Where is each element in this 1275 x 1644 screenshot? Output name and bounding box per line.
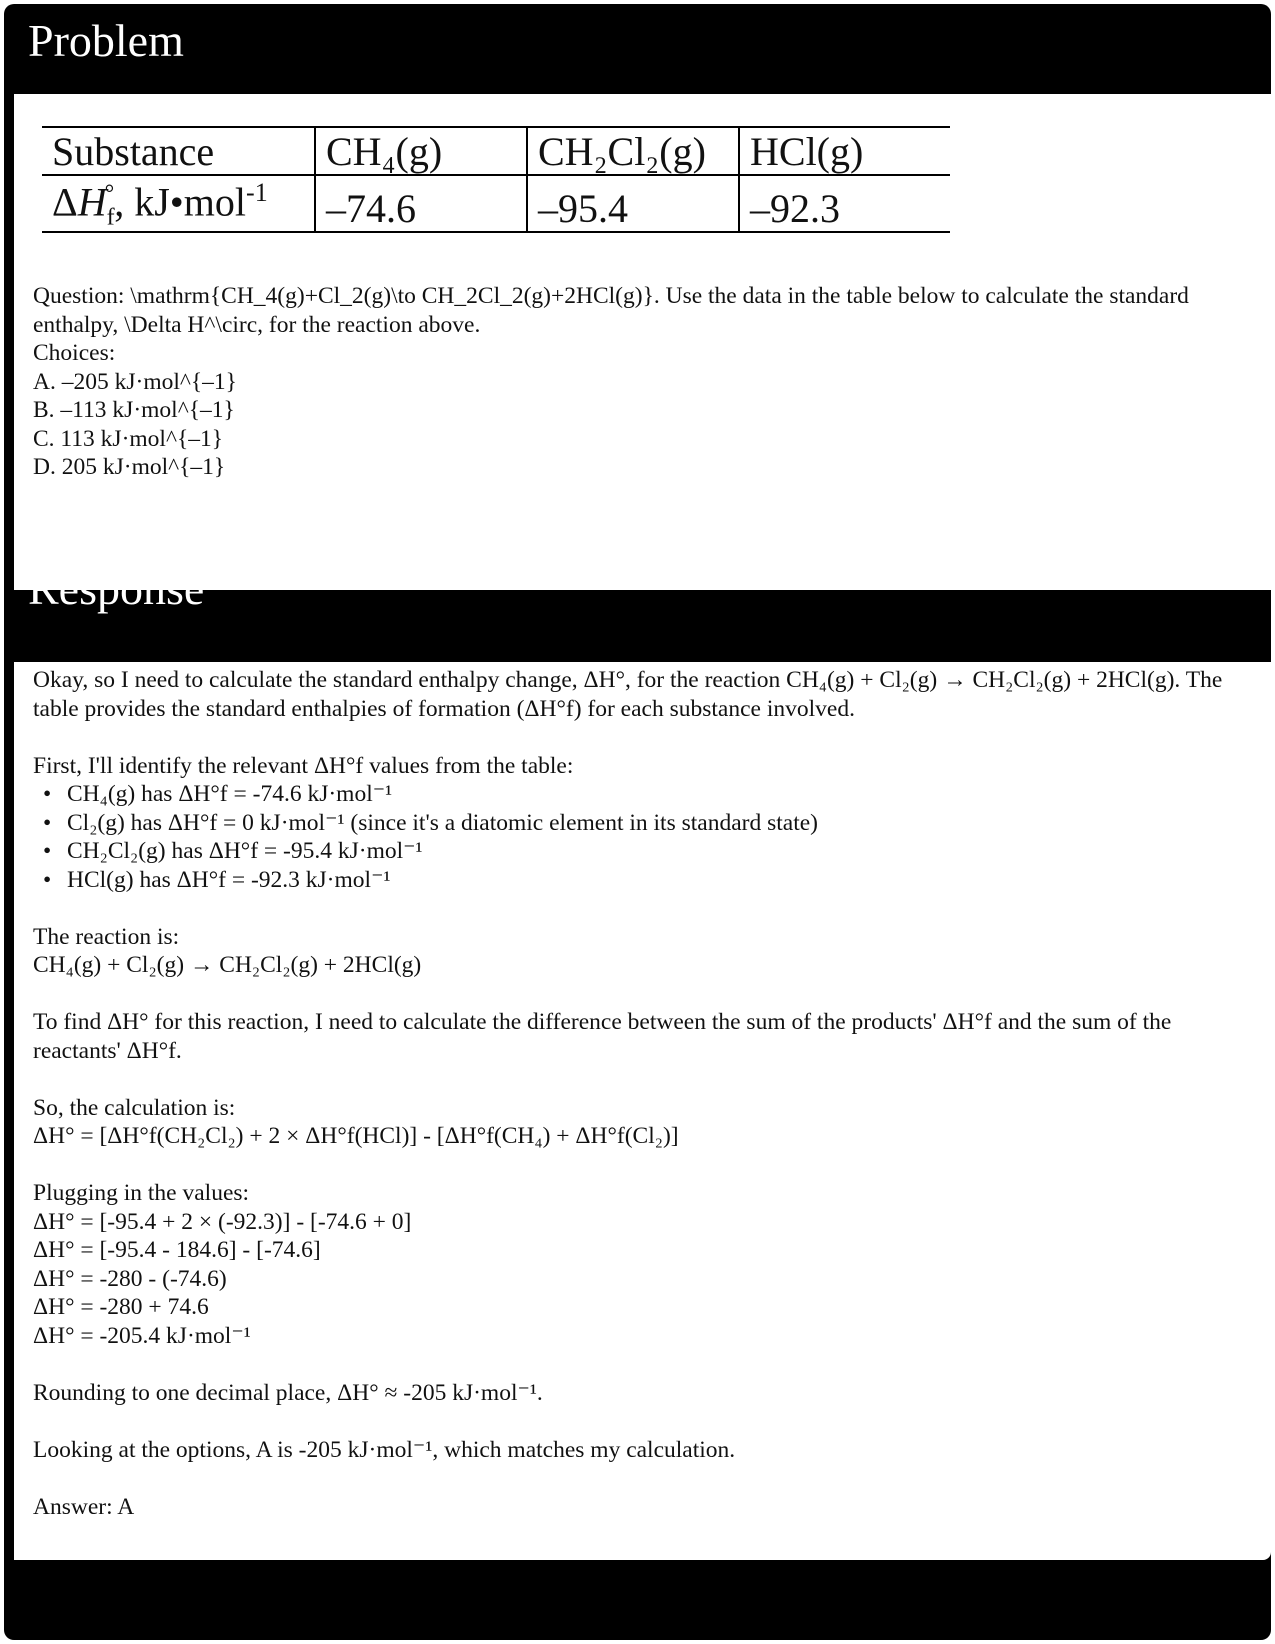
- choice-c: C. 113 kJ·mol^{–1}: [33, 425, 224, 452]
- calc-step: ΔH° = -280 + 74.6: [33, 1294, 209, 1320]
- table-cell: –74.6: [315, 175, 527, 232]
- enthalpy-table: [42, 126, 950, 233]
- table-cell: CH₂Cl₂(g): [527, 127, 739, 175]
- list-item: • CH₄(g) has ΔH°f = -74.6 kJ·mol⁻¹: [67, 780, 1258, 809]
- table-cell: CH₄(g): [315, 127, 527, 175]
- table-cell: –92.3: [739, 175, 950, 232]
- response-header: Response: [28, 563, 205, 614]
- choice-a: A. –205 kJ·mol^{–1}: [33, 368, 237, 395]
- plug-label: Plugging in the values:: [33, 1180, 250, 1206]
- calc-label: So, the calculation is:: [33, 1094, 236, 1121]
- list-item: • Cl₂(g) has ΔH°f = 0 kJ·mol⁻¹ (since it's a diatomic element in its standard state): [67, 809, 1258, 838]
- reaction-equation: CH₄(g) + Cl₂(g) → CH₂Cl₂(g) + 2HCl(g): [33, 952, 422, 978]
- identify-line: First, I'll identify the relevant ΔH°f values from the table:: [33, 752, 574, 779]
- table-row-label: $\Delta H_f^\circ$, kJ•mol$^{-1}$: [42, 175, 315, 232]
- method-text: To find ΔH° for this reaction, I need to calculate the difference between the sum of the products' ΔH°f and the sum of the reactants' ΔH°f.: [33, 1009, 1172, 1064]
- response-text: [33, 666, 1258, 1521]
- table-value-row: [42, 175, 950, 232]
- calc-formula: ΔH° = [ΔH°f(CH₂Cl₂) + 2 × ΔH°f(HCl)] - [ΔH°f(CH₄) + ΔH°f(Cl₂)]: [33, 1123, 679, 1149]
- document-frame: [4, 4, 1271, 1640]
- table-cell: Substance: [42, 127, 315, 175]
- response-intro: Okay, so I need to calculate the standard enthalpy change, ΔH°, for the reaction CH₄(g) + Cl₂(g) → CH₂Cl₂(g) + 2HCl(g). The table provides the standard enthalpies of formation (ΔH°f) for each substance involved.: [33, 667, 1223, 722]
- choices-label: Choices:: [33, 340, 116, 366]
- list-item: • CH₂Cl₂(g) has ΔH°f = -95.4 kJ·mol⁻¹: [67, 837, 1258, 866]
- choice-d: D. 205 kJ·mol^{–1}: [33, 454, 226, 480]
- problem-header: Problem: [28, 15, 184, 66]
- calc-step: ΔH° = -205.4 kJ·mol⁻¹: [33, 1322, 251, 1349]
- list-item: • HCl(g) has ΔH°f = -92.3 kJ·mol⁻¹: [67, 866, 1258, 895]
- calc-step: ΔH° = -280 - (-74.6): [33, 1265, 227, 1292]
- options-text: Looking at the options, A is -205 kJ·mol⁻¹, which matches my calculation.: [33, 1436, 736, 1463]
- table-cell: –95.4: [527, 175, 739, 232]
- calc-step: ΔH° = [-95.4 + 2 × (-92.3)] - [-74.6 + 0]: [33, 1208, 412, 1235]
- answer-text: Answer: A: [33, 1493, 135, 1520]
- reaction-label: The reaction is:: [33, 923, 180, 950]
- response-panel: [14, 662, 1271, 1560]
- choice-b: B. –113 kJ·mol^{–1}: [33, 397, 235, 423]
- table-header-row: [42, 127, 950, 175]
- problem-text: [33, 282, 1253, 482]
- rounding-text: Rounding to one decimal place, ΔH° ≈ -205 kJ·mol⁻¹.: [33, 1379, 543, 1406]
- values-list: [33, 780, 1258, 894]
- calc-step: ΔH° = [-95.4 - 184.6] - [-74.6]: [33, 1237, 321, 1263]
- question-text: Question: \mathrm{CH_4(g)+Cl_2(g)\to CH_2Cl_2(g)+2HCl(g)}. Use the data in the table below to calculate the standard enthalpy, \Delta H^\circ, for the reaction above.: [33, 283, 1189, 338]
- problem-panel: [14, 94, 1271, 590]
- table-cell: HCl(g): [739, 127, 950, 175]
